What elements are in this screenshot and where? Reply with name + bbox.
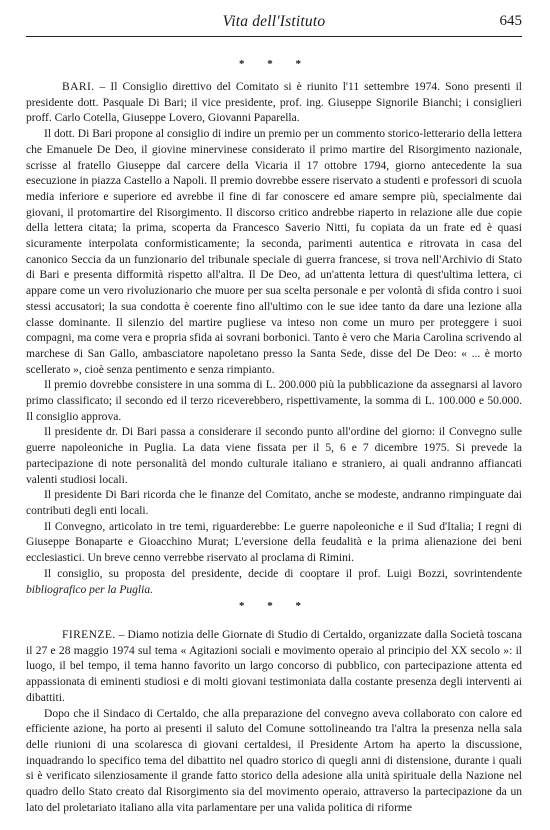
bari-paragraph: Il presidente Di Bari ricorda che le finanze del Comitato, anche se modeste, andranno rimpinguate dai contributi degli enti locali. (26, 489, 522, 517)
italic-text: bibliografico per la Puglia. (26, 583, 154, 596)
page-header (26, 10, 522, 37)
city-heading: FIRENZE. (62, 629, 116, 641)
paragraph-text: – Il Consiglio direttivo del Comitato si è riunito l'11 settembre 1974. Sono presenti il presidente dott. Pasquale Di Bari; il vice presidente, prof. ing. Giuseppe Signorile Bianchi; i consiglieri proff. Carlo Cotella, Giuseppe Lovero, Giovanni Paparella. (26, 81, 522, 125)
running-title: Vita dell'Istituto (222, 13, 326, 30)
section-separator: * * * (239, 600, 311, 612)
city-heading: BARI. (62, 81, 95, 93)
bari-paragraph (26, 567, 522, 598)
firenze-paragraph: Dopo che il Sindaco di Certaldo, che alla preparazione del convegno aveva collaborato con calore ed efficiente azione, ha porto ai presenti il saluto del Comune sottolineando tra l'altra la presenza nella sala delle riunioni di una scolaresca di giovani certaldesi, il Presidente Artom ha aperto la discussione, inquadrando lo specifico tema del dibattito nel quadro storico di quegli anni di distensione, durante i quali si è verificato silenziosamente il grande fatto storico della adesione alla unità spirituale della Nazione nel quadro dello Stato creato dal Risorgimento sia del movimento operaio, attraverso la partecipazione da un lato del proletariato italiano alla vita parlamentare per una valida politica di riforme (26, 707, 522, 814)
firenze-section (26, 628, 522, 816)
paragraph-text: – Diamo notizia delle Giornate di Studio di Certaldo, organizzate dalla Società toscana il 27 e 28 maggio 1974 sul tema « Agitazioni sociali e movimento operaio al principio del XX secolo »: il luogo, il bel tempo, il tema hanno favorito un largo concorso di pubblico, con partecipazione attenta ed appassionata di eminenti studiosi e di molti giovani testimoniata dalla costante presenza degli interventi ai dibattiti. (26, 629, 522, 704)
bari-paragraph: Il Convegno, articolato in tre temi, riguarderebbe: Le guerre napoleoniche e il Sud d'Italia; I regni di Giuseppe Bonaparte e Gioacchino Murat; L'eversione della feudalità e la prima alienazione dei beni ecclesiastici. Un breve cenno verrebbe riservato al proclama di Rimini. (26, 520, 522, 565)
page-number: 645 (499, 13, 522, 29)
bari-paragraph (26, 80, 522, 127)
section-separator: * * * (239, 58, 311, 70)
paragraph-text: Il consiglio, su proposta del presidente, decide di cooptare il prof. Luigi Bozzi, sovrintendente (44, 567, 522, 580)
bari-paragraph: Il dott. Di Bari propone al consiglio di indire un premio per un commento storico-letterario della lettera che Emanuele De Deo, il giovine minervinese considerato il primo martire del Risorgimento nazionale, scrisse al fratello Giuseppe dal carcere della Vicaria il 17 ottobre 1794, giorno antecedente la sua esecuzione in piazza Castello a Napoli. Il premio dovrebbe essere riservato a studenti e professori di scuola media inferiore e superiore ed avrebbe il fine di far conoscere ed amare sempre più, specialmente dai giovani, il protomartire del Risorgimento. Il discorso critico andrebbe riaperto in relazione alle due copie della lettera citata; la prima, scoperta da Francesco Saverio Nitti, fu copiata da un frate ed è quasi sicuramente interpolata conformisticamente; la seconda, parimenti autentica e ritrovata in casa del canonico Seccia da un funzionario del tribunale speciale di guerra francese, si trova nell'Archivio di Stato di Bari e presenta difformità rispetto all'altra. Il De Deo, ad un'attenta lettura di quest'ultima lettera, ci appare come un vero rivoluzionario che muore per sua scelta personale e per volontà di sfida contro i suoi stessi accusatori; la sua condotta è coerente fino all'ultimo con le sue idee tanto da dare una lezione alla classe dominante. Il silenzio del martire pugliese va inteso non come un muro per proteggere i suoi compagni, ma come vera e propria sfida ai sovrani borbonici. Tanto è vero che Maria Carolina scrivendo al marchese di San Gallo, ambasciatore napoletano presso la Santa Sede, disse del De Deo: « ... è morto scellerato », cioè senza pentimento e senza rimpianto. (26, 128, 522, 376)
firenze-paragraph (26, 628, 522, 707)
bari-paragraph: Il premio dovrebbe consistere in una somma di L. 200.000 più la pubblicazione da assegnarsi al lavoro primo classificato; il secondo ed il terzo riceverebbero, rispettivamente, la somma di L. 100.000 e 50.000. Il consiglio approva. (26, 379, 522, 423)
bari-section (26, 80, 522, 598)
bari-paragraph: Il presidente dr. Di Bari passa a considerare il secondo punto all'ordine del giorno: il Convegno sulle guerre napoleoniche in Puglia. La data viene fissata per il 5, 6 e 7 dicembre 1975. Si prevede la partecipazione di note personalità del mondo culturale italiano e straniero, ai quali andranno affiancati valenti studiosi locali. (26, 426, 522, 486)
